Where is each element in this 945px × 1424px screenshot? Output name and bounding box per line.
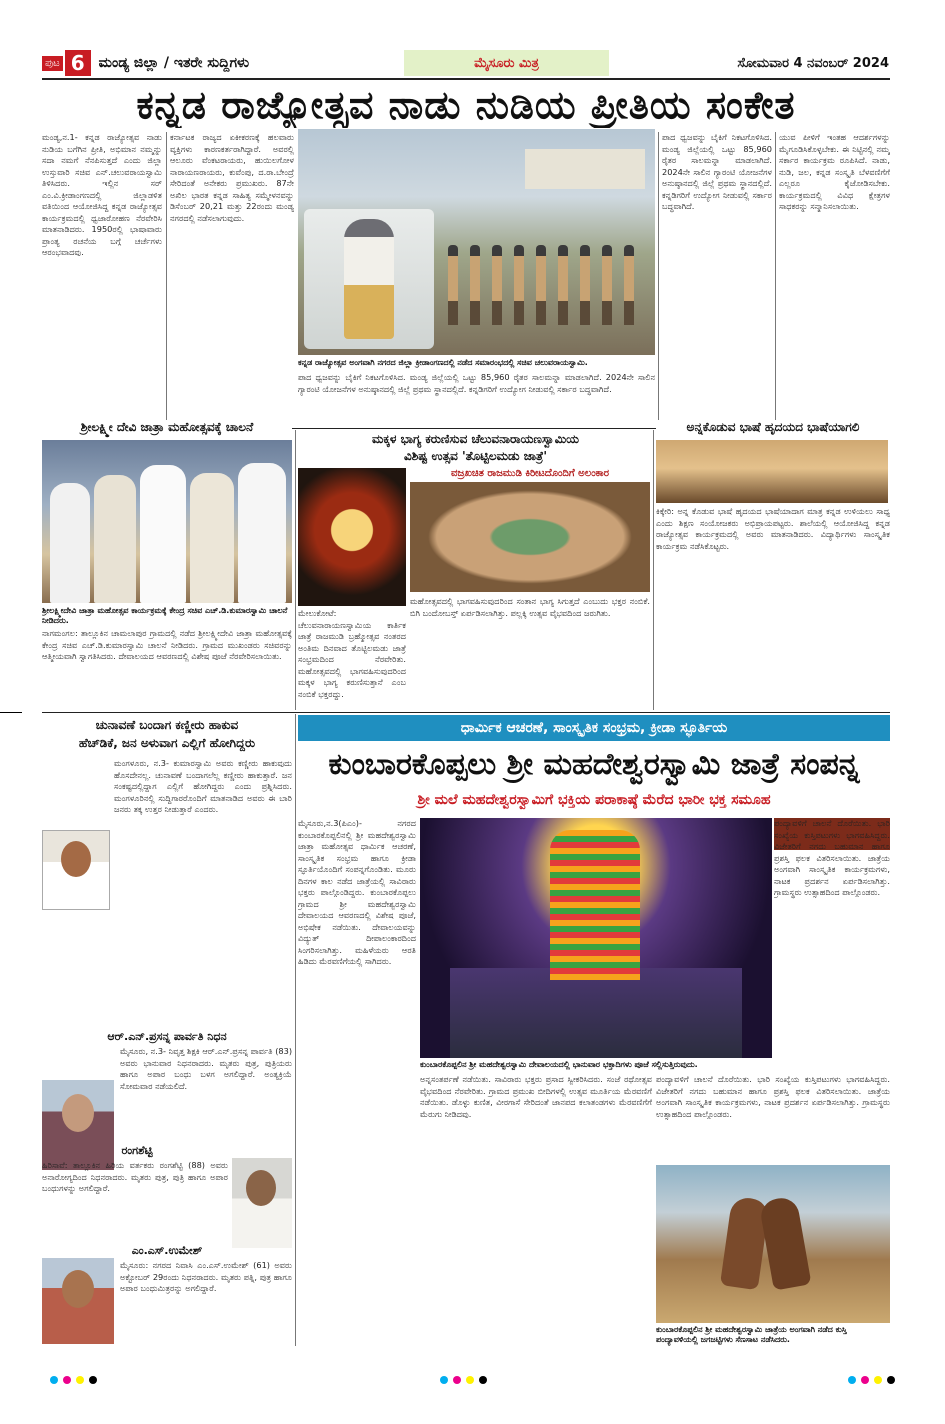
wrestler-figure xyxy=(758,1195,811,1290)
wrestling-caption: ಕುಂಬಾರಕೊಪ್ಪಲಿನ ಶ್ರೀ ಮಹದೇಶ್ವರಸ್ವಾಮಿ ಜಾತ್ರೆಯ ಅಂಗವಾಗಿ ನಡೆದ ಕುಸ್ತಿ ಪಂದ್ಯಾವಳಿಯಲ್ಲಿ ಜಗಜಟ್ಟಿಗಳು ಸೆಣಸಾಟ ನಡೆಸಿದರು. xyxy=(656,1325,847,1344)
main-column-4: ಪಂದ್ಯಾವಳಿಗೆ ಚಾಲನೆ ದೊರೆಯಿತು. ಭಾರಿ ಸಂಖ್ಯೆಯ ಕುಸ್ತಿಪಟುಗಳು ಭಾಗವಹಿಸಿದ್ದರು. ವಿಜೇತರಿಗೆ ನಗದು ಬಹುಮಾನ ಹಾಗೂ ಪ್ರಶಸ್ತಿ ಫಲಕ ವಿತರಿಸಲಾಯಿತು. ಜಾತ್ರೆಯ ಅಂಗವಾಗಿ ಸಾಂಸ್ಕೃತಿಕ ಕಾರ್ಯಕ್ರಮಗಳು, ನಾಟಕ ಪ್ರದರ್ಶನ ಏರ್ಪಡಿಸಲಾಗಿತ್ತು. ಗ್ರಾಮಸ್ಥರು ಉತ್ಸಾಹದಿಂದ ಪಾಲ್ಗೊಂಡರು. xyxy=(656,1074,890,1119)
cyan-mark xyxy=(848,1376,856,1384)
yellow-mark xyxy=(466,1376,474,1384)
troop-figure xyxy=(536,245,546,325)
yellow-mark xyxy=(76,1376,84,1384)
person-figure xyxy=(50,483,90,603)
main-kicker-banner: ಧಾರ್ಮಿಕ ಆಚರಣೆ, ಸಾಂಸ್ಕೃತಿಕ ಸಂಭ್ರಮ, ಕ್ರೀಡಾ ಸ್ಫೂರ್ತಿಯ xyxy=(298,715,890,741)
parade-caption: ಕನ್ನಡ ರಾಜ್ಯೋತ್ಸವ ಅಂಗವಾಗಿ ನಗರದ ಜಿಲ್ಲಾ ಕ್ರೀಡಾಂಗಣದಲ್ಲಿ ನಡೆದ ಸಮಾರಂಭದಲ್ಲಿ ಸಚಿವ ಚಲುವರಾಯಸ್ವಾಮಿ. xyxy=(298,358,588,367)
magenta-mark xyxy=(861,1376,869,1384)
cyan-mark xyxy=(440,1376,448,1384)
obit-body-2: ಹಿರಿಸಾವೆ: ತಾಲ್ಲೂಕಿನ ಹಿರಿಯ ವರ್ತಕರು ರಂಗಶೆಟ್ಟಿ (88) ಅವರು ಅನಾರೋಗ್ಯದಿಂದ ನಿಧನರಾದರು. ಮೃತರು ಪುತ್ರ, ಪುತ್ರಿ ಹಾಗೂ ಅಪಾರ ಬಂಧುಗಳನ್ನು ಅಗಲಿದ್ದಾರೆ. xyxy=(42,1160,228,1193)
jatre-body: ನಾಗಮಂಗಲ: ತಾಲ್ಲೂಕಿನ ಚಾಮಲಾಪುರ ಗ್ರಾಮದಲ್ಲಿ ನಡೆದ ಶ್ರೀಲಕ್ಷ್ಮೀದೇವಿ ಜಾತ್ರಾ ಮಹೋತ್ಸವಕ್ಕೆ ಕೇಂದ್ರ ಸಚಿವ ಎಚ್.ಡಿ.ಕುಮಾರಸ್ವಾಮಿ ಚಾಲನೆ ನೀಡಿದರು. ಗ್ರಾಮದ ಮುಖಂಡರು ಸಚಿವರನ್ನು ಆತ್ಮೀಯವಾಗಿ ಸ್ವಾಗತಿಸಿದರು. ದೇವಾಲಯದ ಆವರಣದಲ್ಲಿ ವಿಶೇಷ ಪೂಜೆ ನೆರವೇರಿಸಲಾಯಿತು. xyxy=(42,628,292,661)
crowd-photo xyxy=(410,482,650,592)
black-mark xyxy=(479,1376,487,1384)
jatre-headline: ಶ್ರೀಲಕ್ಷ್ಮೀ ದೇವಿ ಜಾತ್ರಾ ಮಹೋತ್ಸವಕ್ಕೆ ಚಾಲನೆ xyxy=(42,420,292,436)
deity-photo xyxy=(298,468,406,606)
group-photo xyxy=(656,440,888,503)
print-color-marks xyxy=(50,1376,97,1384)
main-headline: ಕುಂಬಾರಕೊಪ್ಪಲು ಶ್ರೀ ಮಹದೇಶ್ವರಸ್ವಾಮಿ ಜಾತ್ರೆ ಸಂಪನ್ನ xyxy=(328,747,860,782)
jeep-shape xyxy=(304,209,434,349)
troop-figure xyxy=(470,245,480,325)
column-rule xyxy=(295,714,296,1346)
lead-headline: ಕನ್ನಡ ರಾಜ್ಯೋತ್ಸವ ನಾಡು ನುಡಿಯ ಪ್ರೀತಿಯ ಸಂಕೇತ xyxy=(136,82,796,127)
column-rule xyxy=(658,132,659,424)
obit-body-3: ಮೈಸೂರು: ನಗರದ ನಿವಾಸಿ ಎಂ.ಎಸ್.ಉಮೇಶ್ (61) ಅವರು ಅಕ್ಟೋಬರ್ 29ರಂದು ನಿಧನರಾದರು. ಮೃತರು ಪತ್ನಿ, ಪುತ್ರ ಹಾಗೂ ಅಪಾರ ಬಂಧುಮಿತ್ರರನ್ನು ಅಗಲಿದ್ದಾರೆ. xyxy=(120,1260,292,1293)
black-mark xyxy=(89,1376,97,1384)
hdk-headline-1: ಚುನಾವಣೆ ಬಂದಾಗ ಕಣ್ಣೀರು ಹಾಕುವ xyxy=(95,718,239,732)
obit-title-3: ಎಂ.ಎಸ್.ಉಮೇಶ್ xyxy=(131,1244,203,1257)
troop-figure xyxy=(558,245,568,325)
section-rule xyxy=(42,712,890,713)
obit-photo-2 xyxy=(232,1158,292,1248)
thottilu-body-2: ಮಹೋತ್ಸವದಲ್ಲಿ ಭಾಗವಹಿಸುವುದರಿಂದ ಸಂತಾನ ಭಾಗ್ಯ ಸಿಗುತ್ತದೆ ಎಂಬುದು ಭಕ್ತರ ನಂಬಿಕೆ. ಬಿಗಿ ಬಂದೋಬಸ್ತ್ ಏರ್ಪಡಿಸಲಾಗಿತ್ತು. ಪಲ್ಲಕ್ಕಿ ಉತ್ಸವ ವೈಭವದಿಂದ ಜರುಗಿತು. xyxy=(410,596,650,618)
temple-photo xyxy=(420,818,772,1058)
anna-body: ಕಿಕ್ಕೇರಿ: ಅನ್ನ ಕೊಡುವ ಭಾಷೆ ಹೃದಯದ ಭಾಷೆಯಾದಾಗ ಮಾತ್ರ ಕನ್ನಡ ಉಳಿಯಲು ಸಾಧ್ಯ ಎಂದು ಶಿಕ್ಷಣ ಸಂಯೋಜಕರು ಅಭಿಪ್ರಾಯಪಟ್ಟರು. ಶಾಲೆಯಲ್ಲಿ ಆಯೋಜಿಸಿದ್ದ ಕನ್ನಡ ರಾಜ್ಯೋತ್ಸವ ಕಾರ್ಯಕ್ರಮದಲ್ಲಿ ಅವರು ಮಾತನಾಡಿದರು. ವಿದ್ಯಾರ್ಥಿಗಳು ಸಾಂಸ್ಕೃತಿಕ ಕಾರ್ಯಕ್ರಮ ನಡೆಸಿಕೊಟ್ಟರು. xyxy=(656,506,890,551)
page-number: 6 xyxy=(65,50,91,76)
lead-column-3: ಪಾದ ಧ್ವಜವನ್ನು ಬೈಕಿಗೆ ನಿಕಟಗೊಳಿಸಿದ. ಮಂಡ್ಯ ಜಿಲ್ಲೆಯಲ್ಲಿ ಒಟ್ಟು 85,960 ರೈತರ ಸಾಲಮನ್ನಾ ಮಾಡಲಾಗಿದೆ. 2024ನೇ ಸಾಲಿನ ಗ್ಯಾರಂಟಿ ಯೋಜನೆಗಳ ಅನುಷ್ಠಾನದಲ್ಲಿ ಜಿಲ್ಲೆ ಪ್ರಥಮ ಸ್ಥಾನದಲ್ಲಿದೆ. ಕನ್ನಡಿಗರಿಗೆ ಉದ್ಯೋಗ ನೀಡುವಲ್ಲಿ ಸರ್ಕಾರ ಬದ್ಧವಾಗಿದೆ. xyxy=(662,132,772,211)
magenta-mark xyxy=(453,1376,461,1384)
pavilion-shape xyxy=(525,149,645,189)
dateline: ಸೋಮವಾರ 4 ನವಂಬರ್ 2024 xyxy=(737,56,889,71)
lead-column-1: ಮಂಡ್ಯ,ನ.1- ಕನ್ನಡ ರಾಜ್ಯೋತ್ಸವ ನಾಡು ನುಡಿಯ ಬಗೆಗಿನ ಪ್ರೀತಿ, ಅಭಿಮಾನ ನಮ್ಮನ್ನು ಸದಾ ನಮಗೆ ನೆನಪಿಸುತ್ತದೆ ಎಂದು ಜಿಲ್ಲಾ ಉಸ್ತುವಾರಿ ಸಚಿವ ಎನ್.ಚಲುವರಾಯಸ್ವಾಮಿ ತಿಳಿಸಿದರು. ಇಲ್ಲಿನ ಸರ್ ಎಂ.ವಿ.ಕ್ರೀಡಾಂಗಣದಲ್ಲಿ ಜಿಲ್ಲಾಡಳಿತ ವತಿಯಿಂದ ಆಯೋಜಿಸಿದ್ದ ಕನ್ನಡ ರಾಜ್ಯೋತ್ಸವ ಕಾರ್ಯಕ್ರಮದಲ್ಲಿ ಧ್ವಜಾರೋಹಣ ನೆರವೇರಿಸಿ ಮಾತನಾಡಿದರು. 1950ರಲ್ಲಿ ಭಾಷಾವಾರು ಪ್ರಾಂತ್ಯ ರಚನೆಯ ಬಗ್ಗೆ ಚರ್ಚೆಗಳು ಆರಂಭವಾದವು. xyxy=(42,132,162,257)
header-rule xyxy=(42,78,890,80)
main-subhead: ಶ್ರೀ ಮಲೆ ಮಹದೇಶ್ವರಸ್ವಾಮಿಗೆ ಭಕ್ತಿಯ ಪರಾಕಾಷ್ಠೆ ಮೆರೆದ ಭಾರೀ ಭಕ್ತ ಸಮೂಹ xyxy=(417,792,771,808)
temple-base-shape xyxy=(450,968,742,1058)
thottilu-headline-1: ಮಕ್ಕಳ ಭಾಗ್ಯ ಕರುಣಿಸುವ ಚೆಲುವನಾರಾಯಣಸ್ವಾಮಿಯ xyxy=(371,432,580,446)
print-color-marks xyxy=(848,1376,895,1384)
face-shape xyxy=(246,1170,276,1206)
troop-figure xyxy=(624,245,634,325)
main-column-3: ಅನ್ನಸಂತರ್ಪಣೆ ನಡೆಯಿತು. ಸಾವಿರಾರು ಭಕ್ತರು ಪ್ರಸಾದ ಸ್ವೀಕರಿಸಿದರು. ಸಂಜೆ ರಥೋತ್ಸವ ವೈಭವದಿಂದ ನೆರವೇರಿತು. ಗ್ರಾಮದ ಪ್ರಮುಖ ಬೀದಿಗಳಲ್ಲಿ ಉತ್ಸವ ಮೂರ್ತಿಯ ಮೆರವಣಿಗೆ ನಡೆಯಿತು. ಡೊಳ್ಳು ಕುಣಿತ, ವೀರಗಾಸೆ ಸೇರಿದಂತೆ ಜಾನಪದ ಕಲಾತಂಡಗಳು ಮೆರವಣಿಗೆಗೆ ಮೆರುಗು ನೀಡಿದವು. xyxy=(420,1074,652,1119)
person-figure xyxy=(190,473,234,603)
troop-figure xyxy=(580,245,590,325)
print-color-marks xyxy=(440,1376,487,1384)
thottilu-subhead: ವಜ್ರಖಚಿತ ರಾಜಮುಡಿ ಕಿರೀಟದೊಂದಿಗೆ ಅಲಂಕಾರ xyxy=(451,468,609,479)
person-figure xyxy=(140,465,186,603)
lead-column-2: ಕರ್ನಾಟಕ ರಾಜ್ಯದ ಏಕೀಕರಣಕ್ಕೆ ಹಲವಾರು ವ್ಯಕ್ತಿಗಳು ಕಾರಣಕರ್ತರಾಗಿದ್ದಾರೆ. ಅವರಲ್ಲಿ ಆಲೂರು ವೆಂಕಟರಾಯರು, ಹುಯಿಲಗೋಳ ನಾರಾಯಣರಾಯರು, ಕುವೆಂಪು, ದ.ರಾ.ಬೇಂದ್ರೆ ಸೇರಿದಂತೆ ಅನೇಕರು ಪ್ರಮುಖರು. 87ನೇ ಅಖಿಲ ಭಾರತ ಕನ್ನಡ ಸಾಹಿತ್ಯ ಸಮ್ಮೇಳನವನ್ನು ಡಿಸೆಂಬರ್ 20,21 ಮತ್ತು 22ರಂದು ಮಂಡ್ಯ ನಗರದಲ್ಲಿ ನಡೆಸಲಾಗುವುದು. xyxy=(170,132,294,223)
troop-figure xyxy=(492,245,502,325)
minister-figure xyxy=(344,219,394,339)
black-mark xyxy=(887,1376,895,1384)
leaders-photo xyxy=(42,440,292,603)
column-rule xyxy=(653,430,654,710)
troop-figure xyxy=(448,245,458,325)
main-column-2: ಪಂದ್ಯಾವಳಿಗೆ ಚಾಲನೆ ದೊರೆಯಿತು. ಭಾರಿ ಸಂಖ್ಯೆಯ ಕುಸ್ತಿಪಟುಗಳು ಭಾಗವಹಿಸಿದ್ದರು. ವಿಜೇತರಿಗೆ ನಗದು ಬಹುಮಾನ ಹಾಗೂ ಪ್ರಶಸ್ತಿ ಫಲಕ ವಿತರಿಸಲಾಯಿತು. ಜಾತ್ರೆಯ ಅಂಗವಾಗಿ ಸಾಂಸ್ಕೃತಿಕ ಕಾರ್ಯಕ್ರಮಗಳು, ನಾಟಕ ಪ್ರದರ್ಶನ ಏರ್ಪಡಿಸಲಾಗಿತ್ತು. ಗ್ರಾಮಸ್ಥರು ಉತ್ಸಾಹದಿಂದ ಪಾಲ್ಗೊಂಡರು. xyxy=(774,818,890,897)
column-rule xyxy=(166,132,167,424)
masthead: ಮೈಸೂರು ಮಿತ್ರ xyxy=(404,50,609,76)
section-title: ಮಂಡ್ಯ ಜಿಲ್ಲಾ / ಇತರೇ ಸುದ್ದಿಗಳು xyxy=(98,55,250,71)
lead-column-mid: ಪಾದ ಧ್ವಜವನ್ನು ಬೈಕಿಗೆ ನಿಕಟಗೊಳಿಸಿದ. ಮಂಡ್ಯ ಜಿಲ್ಲೆಯಲ್ಲಿ ಒಟ್ಟು 85,960 ರೈತರ ಸಾಲಮನ್ನಾ ಮಾಡಲಾಗಿದೆ. 2024ನೇ ಸಾಲಿನ ಗ್ಯಾರಂಟಿ ಯೋಜನೆಗಳ ಅನುಷ್ಠಾನದಲ್ಲಿ ಜಿಲ್ಲೆ ಪ್ರಥಮ ಸ್ಥಾನದಲ್ಲಿದೆ. ಕನ್ನಡಿಗರಿಗೆ ಉದ್ಯೋಗ ನೀಡುವಲ್ಲಿ ಸರ್ಕಾರ ಬದ್ಧವಾಗಿದೆ. xyxy=(298,372,655,394)
jatre-caption: ಶ್ರೀಲಕ್ಷ್ಮೀದೇವಿ ಜಾತ್ರಾ ಮಹೋತ್ಸವ ಕಾರ್ಯಕ್ರಮಕ್ಕೆ ಕೇಂದ್ರ ಸಚಿವ ಎಚ್.ಡಿ.ಕುಮಾರಸ್ವಾಮಿ ಚಾಲನೆ ನೀಡಿದರು. xyxy=(42,606,288,625)
parade-photo xyxy=(298,129,655,355)
obit-title-1: ಆರ್.ಎನ್.ಪ್ರಸನ್ನ ಪಾರ್ವತಿ ನಿಧನ xyxy=(107,1030,227,1043)
thottilu-headline-2: ವಿಶಿಷ್ಟ ಉತ್ಸವ 'ತೊಟ್ಟಿಲಮಡು ಜಾತ್ರೆ' xyxy=(403,449,548,463)
main-column-1: ಮೈಸೂರು,ನ.3(ಪಿಎಂ)- ನಗರದ ಕುಂಬಾರಕೊಪ್ಪಲಿನಲ್ಲಿ ಶ್ರೀ ಮಹದೇಶ್ವರಸ್ವಾಮಿ ಜಾತ್ರಾ ಮಹೋತ್ಸವ ಧಾರ್ಮಿಕ ಆಚರಣೆ, ಸಾಂಸ್ಕೃತಿಕ ಸಂಭ್ರಮ ಹಾಗೂ ಕ್ರೀಡಾ ಸ್ಫೂರ್ತಿಯೊಂದಿಗೆ ಸಂಪನ್ನಗೊಂಡಿತು. ಮೂರು ದಿನಗಳ ಕಾಲ ನಡೆದ ಜಾತ್ರೆಯಲ್ಲಿ ಸಾವಿರಾರು ಭಕ್ತರು ಪಾಲ್ಗೊಂಡಿದ್ದರು. ಕುಂಬಾರಕೊಪ್ಪಲು ಗ್ರಾಮದ ಶ್ರೀ ಮಹದೇಶ್ವರಸ್ವಾಮಿ ದೇವಾಲಯದ ಆವರಣದಲ್ಲಿ ವಿಶೇಷ ಪೂಜೆ, ಅಭಿಷೇಕ ನಡೆಯಿತು. ದೇವಾಲಯವನ್ನು ವಿದ್ಯುತ್ ದೀಪಾಲಂಕಾರದಿಂದ ಸಿಂಗರಿಸಲಾಗಿತ್ತು. ಮಹಿಳೆಯರು ಆರತಿ ಹಿಡಿದು ಮೆರವಣಿಗೆಯಲ್ಲಿ ಸಾಗಿದರು. xyxy=(298,818,416,966)
person-figure xyxy=(94,475,136,603)
column-rule xyxy=(775,132,776,424)
magenta-mark xyxy=(63,1376,71,1384)
hdk-body: ಮಂಗಳೂರು, ನ.3- ಕುಮಾರಸ್ವಾಮಿ ಅವರು ಕಣ್ಣೀರು ಹಾಕುವುದು ಹೊಸದೇನಲ್ಲ. ಚುನಾವಣೆ ಬಂದಾಗಲೆಲ್ಲ ಕಣ್ಣೀರು ಹಾಕುತ್ತಾರೆ. ಜನ ಸಂಕಷ್ಟದಲ್ಲಿದ್ದಾಗ ಎಲ್ಲಿಗೆ ಹೋಗಿದ್ದರು ಎಂದು ಪ್ರಶ್ನಿಸಿದರು. ಮಂಗಳೂರಿನಲ್ಲಿ ಸುದ್ದಿಗಾರರೊಂದಿಗೆ ಮಾತನಾಡಿದ ಅವರು ಈ ಬಾರಿ ಜನರು ತಕ್ಕ ಉತ್ತರ ನೀಡುತ್ತಾರೆ ಎಂದರು. xyxy=(114,758,292,814)
wrestling-photo xyxy=(656,1165,890,1323)
hdk-headline-2: ಹೆಚ್‌ಡಿಕೆ, ಜನ ಅಳುವಾಗ ಎಲ್ಲಿಗೆ ಹೋಗಿದ್ದರು xyxy=(78,736,256,750)
troop-figure xyxy=(514,245,524,325)
obit-title-2: ರಂಗಶೆಟ್ಟಿ xyxy=(121,1144,153,1157)
lead-column-4: ಯುವ ಪೀಳಿಗೆ ಇಂತಹ ಆದರ್ಶಗಳನ್ನು ಮೈಗೂಡಿಸಿಕೊಳ್ಳಬೇಕು. ಈ ನಿಟ್ಟಿನಲ್ಲಿ ನಮ್ಮ ಸರ್ಕಾರ ಕಾರ್ಯಕ್ರಮ ರೂಪಿಸಿದೆ. ನಾಡು, ನುಡಿ, ಜಲ, ಕನ್ನಡ ಸಂಸ್ಕೃತಿ ಬೆಳವಣಿಗೆಗೆ ಎಲ್ಲರೂ ಕೈಜೋಡಿಸಬೇಕು. ಕಾರ್ಯಕ್ರಮದಲ್ಲಿ ವಿವಿಧ ಕ್ಷೇತ್ರಗಳ ಸಾಧಕರನ್ನು ಸನ್ಮಾನಿಸಲಾಯಿತು. xyxy=(779,132,890,211)
temple-caption: ಕುಂಬಾರಕೊಪ್ಪಲಿನ ಶ್ರೀ ಮಹದೇಶ್ವರಸ್ವಾಮಿ ದೇವಾಲಯದಲ್ಲಿ ಭಾನುವಾರ ಭಕ್ತಾದಿಗಳು ಪೂಜೆ ಸಲ್ಲಿಸುತ್ತಿರುವುದು. xyxy=(420,1060,698,1069)
crop-mark xyxy=(0,712,22,713)
troop-figure xyxy=(602,245,612,325)
thottilu-body: ಮೇಲುಕೋಟೆ: ಚೆಲುವನಾರಾಯಣಸ್ವಾಮಿಯ ಕಾರ್ತಿಕ ಜಾತ್ರೆ ರಾಜಮುಡಿ ಬ್ರಹ್ಮೋತ್ಸವ ನಂತರದ ಅಂತಿಮ ದಿನವಾದ ತೊಟ್ಟಿಲಮಡು ಜಾತ್ರೆ ಸಂಭ್ರಮದಿಂದ ನೆರವೇರಿತು. ಮಹೋತ್ಸವದಲ್ಲಿ ಭಾಗವಹಿಸುವುದರಿಂದ ಮಕ್ಕಳ ಭಾಗ್ಯ ಕರುಣಿಸುತ್ತಾನೆ ಎಂಬ ನಂಬಿಕೆ ಭಕ್ತರದ್ದು. xyxy=(298,608,406,699)
cyan-mark xyxy=(50,1376,58,1384)
column-rule xyxy=(295,430,296,710)
page-label: ಪುಟ xyxy=(42,56,63,71)
yellow-mark xyxy=(874,1376,882,1384)
person-figure xyxy=(238,463,286,603)
obit-body-1: ಮೈಸೂರು, ನ.3- ನಿವೃತ್ತ ಶಿಕ್ಷಕಿ ಆರ್.ಎನ್.ಪ್ರಸನ್ನ ಪಾರ್ವತಿ (83) ಅವರು ಭಾನುವಾರ ನಿಧನರಾದರು. ಮೃತರು ಪುತ್ರ, ಪುತ್ರಿಯರು ಹಾಗೂ ಅಪಾರ ಬಂಧು ಬಳಗ ಅಗಲಿದ್ದಾರೆ. ಅಂತ್ಯಕ್ರಿಯೆ ಸೋಮವಾರ ನಡೆಯಲಿದೆ. xyxy=(120,1046,292,1091)
anna-headline: ಅನ್ನಕೊಡುವ ಭಾಷೆ ಹೃದಯದ ಭಾಷೆಯಾಗಲಿ xyxy=(656,420,890,436)
temple-tower-shape xyxy=(550,830,640,980)
